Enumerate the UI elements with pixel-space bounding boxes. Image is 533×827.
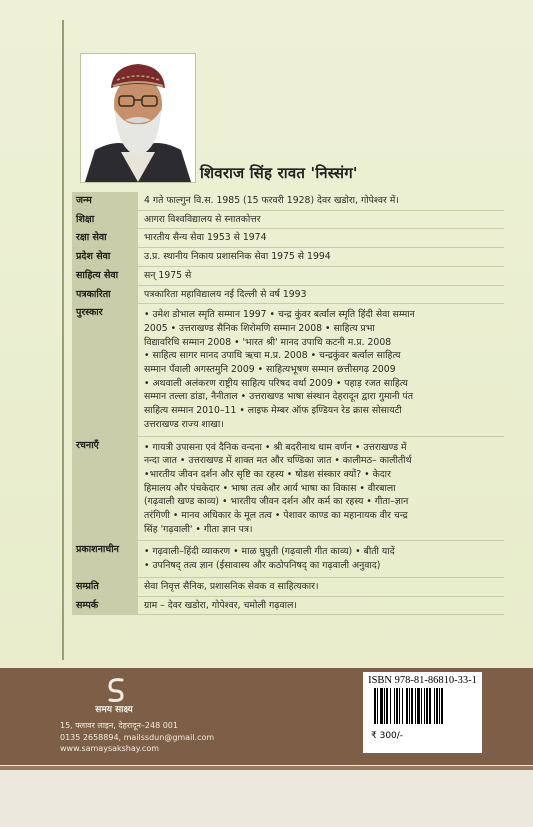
price: ₹ 300/- [371,731,404,741]
author-photo [80,53,196,183]
barcode-bar [411,688,413,724]
bio-line: • उपनिषद् तत्व ज्ञान (ईसावास्य और कठोपनिषद् का गढ़वाली अनुवाद) [144,560,381,572]
bio-line: ग्राम – देवर खडोरा, गोपेश्वर, चमोली गढ़वाल। [144,599,297,611]
bio-line: तरंगिणी • मानव अधिकार के मूल तत्व • पेशावर काण्ड का महानायक वीर चन्द्र [144,510,408,522]
barcode-bar [434,688,435,724]
bio-value [138,304,504,435]
bio-line: नन्दा जात • उत्तराखण्ड में शाक्त मत और चण्डिका जात • कालीमठ– कालीतीर्थ [144,455,412,467]
divider-line [62,20,64,660]
bio-row [72,578,504,597]
bio-line: • गढ़वाली–हिंदी व्याकरण • माळ घुघुती (गढ़वाली गीत काव्य) • बीती यादें [144,546,395,558]
barcode-bar [396,688,398,724]
bio-value [138,597,504,615]
bio-table [72,192,504,615]
barcode-icon [370,688,476,728]
bio-value [138,286,504,304]
barcode-bar [374,688,376,724]
bio-line: पत्रकारिता महाविद्यालय नई दिल्ली से वर्ष 1993 [144,288,307,300]
bio-row [72,248,504,267]
bio-line: • साहित्य सागर मानद उपाधि ऋचा म.प्र. 2008 • चन्द्रकुंवर बर्त्वाल साहित्य [144,350,401,362]
bio-line: 4 गते फाल्गुन वि.स. 1985 (15 फरवरी 1928) देवर खडोरा, गोपेश्वर में। [144,195,399,206]
bio-row [72,541,504,577]
bio-line: सम्मान पँवाली अगस्तमुनि 2009 • साहित्यभूषण सम्मान छत्तीसगढ़ 2009 [144,364,396,376]
isbn-number: ISBN 978-81-86810-33-1 [368,675,477,686]
barcode-bar [424,688,425,724]
barcode-bar [386,688,388,724]
bio-label: सम्पर्क [72,597,138,615]
barcode-bar [436,688,438,724]
address-line: 15, फ्लावर लाइन, देहरादून–248 001 [60,721,178,730]
bio-value [138,541,504,576]
bio-line: उत्तराखण्ड राज्य शाखा। [144,418,224,430]
bio-line: सन् 1975 से [144,269,192,281]
bio-label: रचनाएँ [72,437,138,541]
bio-line: •भारतीय जीवन दर्शन और सृष्टि का रहस्य • षोडश संस्कार क्यों? • केदार [144,468,391,480]
bio-label: साहित्य सेवा [72,267,138,285]
barcode-bar [441,688,443,724]
barcode-bar [406,688,408,724]
barcode-bar [426,688,428,724]
barcode-bar [384,688,385,724]
bio-line: विद्यावरिधि सम्मान 2008 • 'भारत श्री' मानद उपाधि कटनी म.प्र. 2008 [144,336,392,348]
barcode-bar [415,688,416,724]
isbn-box [363,672,482,753]
bio-label: जन्म [72,192,138,210]
bio-line: सम्मान तल्ला डांडा, नैनीताल • उत्तराखण्ड भाषा संस्थान देहरादून द्वारा गुमानी पंत [144,391,414,403]
barcode-bar [402,688,403,724]
barcode-bar [439,688,440,724]
bio-label: रक्षा सेवा [72,229,138,247]
bio-row [72,229,504,248]
bio-value [138,267,504,285]
bottom-strip [0,770,533,827]
bio-row [72,597,504,616]
bio-label: शिक्षा [72,211,138,229]
bio-value [138,578,504,596]
bio-label: प्रदेश सेवा [72,248,138,266]
barcode-bar [380,688,383,724]
bio-line: साहित्य सम्मान 2010–11 • लाइफ मेम्बर ऑफ इण्डियन रेड क्रास सोसायटी [144,405,402,417]
bio-line: उ.प्र. स्थानीय निकाय प्रशासनिक सेवा 1975 से 1994 [144,251,331,263]
bio-label: पुरस्कार [72,304,138,435]
bio-value [138,248,504,266]
barcode-bar [394,688,395,724]
publisher-logo-icon [104,676,128,704]
bio-line: • अथवाली अलंकरण राष्ट्रीय साहित्य परिषद वर्धा 2009 • पहाड़ रजत साहित्य [144,377,408,389]
barcode-bar [429,688,431,724]
bio-line: भारतीय सैन्य सेवा 1953 से 1974 [144,232,267,244]
bio-label: पत्रकारिता [72,286,138,304]
bio-row [72,211,504,230]
barcode-bar [421,688,422,724]
bio-line: सिंह 'गढ़वाली' • गीता ज्ञान पत्र। [144,523,253,535]
author-name: शिवराज सिंह रावत 'निस्संग' [200,164,358,182]
bio-value [138,192,504,210]
publisher-address [60,720,214,755]
phone-email-line: 0135 2658894, mailssdun@gmail.com [60,732,215,742]
bio-label: सम्प्रति [72,578,138,596]
barcode-bar [399,688,400,724]
barcode-bar [409,688,410,724]
bio-value [138,229,504,247]
bio-row [72,286,504,305]
bio-line: • गायत्री उपासना एवं दैनिक वन्दना • श्री बदरीनाथ धाम वर्णन • उत्तराखण्ड में [144,441,407,453]
barcode-bar [377,688,378,724]
publisher-name: समय साक्ष्य [95,705,133,715]
bio-row [72,267,504,286]
barcode-bar [417,688,420,724]
bio-line: • उमेश डोभाल स्मृति सम्मान 1997 • चन्द्र कुंवर बर्त्वाल स्मृति हिंदी सेवा सम्मान [144,309,415,321]
bio-value [138,211,504,229]
barcode-bar [390,688,391,724]
bio-line: हिमालय और पंचकेदार • भाषा तत्व और आर्य भाषा का विकास • वीरबाला [144,482,396,494]
bio-row [72,304,504,436]
bio-label: प्रकाशनाधीन [72,541,138,576]
bio-line: 2005 • उत्तराखण्ड सैनिक शिरोमणि सम्मान 2008 • साहित्य प्रभा [144,322,375,334]
bio-line: (गढ़वाली खण्ड काव्य) • भारतीय जीवन दर्शन और कर्म का रहस्य • गीता–ज्ञान [144,496,409,508]
bio-row [72,437,504,542]
bio-row [72,192,504,211]
bio-line: आगरा विश्वविद्यालय से स्नातकोत्तर [144,213,261,225]
bio-line: सेवा निवृत्त सैनिक, प्रशासनिक सेवक व साहित्यकार। [144,580,319,592]
bio-value [138,437,504,541]
website-line: www.samaysakshay.com [60,744,160,753]
